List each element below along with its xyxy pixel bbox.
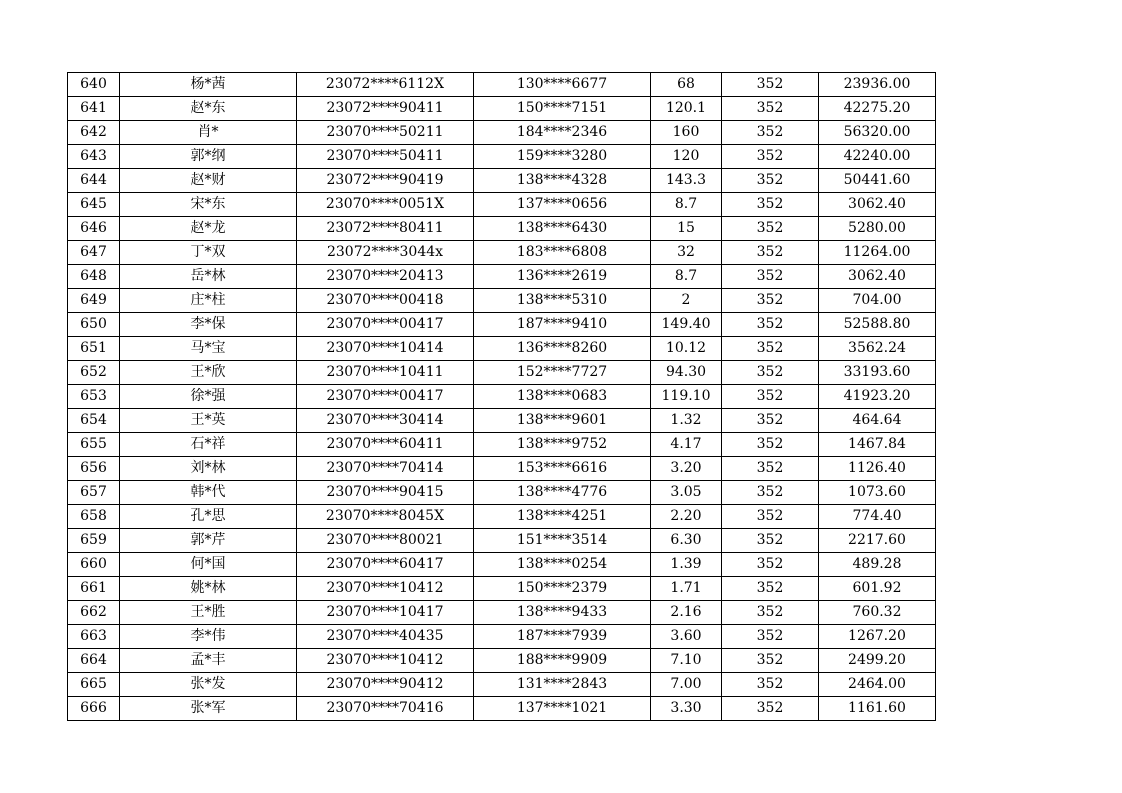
name-cell: 郭*纲 (120, 145, 297, 169)
id-number-cell: 23072****3044x (297, 241, 474, 265)
rate-cell: 352 (722, 673, 819, 697)
row-number-cell: 662 (68, 601, 120, 625)
table-row (68, 193, 936, 217)
name-cell: 刘*林 (120, 457, 297, 481)
area-cell: 160 (651, 121, 722, 145)
rate-cell: 352 (722, 73, 819, 97)
rate-cell: 352 (722, 433, 819, 457)
row-number-cell: 651 (68, 337, 120, 361)
area-cell: 120.1 (651, 97, 722, 121)
id-number-cell: 23070****00418 (297, 289, 474, 313)
name-cell: 李*伟 (120, 625, 297, 649)
area-cell: 3.05 (651, 481, 722, 505)
phone-cell: 138****4776 (474, 481, 651, 505)
name-cell: 杨*茜 (120, 73, 297, 97)
row-number-cell: 643 (68, 145, 120, 169)
name-cell: 张*发 (120, 673, 297, 697)
amount-cell: 601.92 (819, 577, 936, 601)
area-cell: 6.30 (651, 529, 722, 553)
name-cell: 赵*龙 (120, 217, 297, 241)
id-number-cell: 23072****90411 (297, 97, 474, 121)
table-row (68, 433, 936, 457)
rate-cell: 352 (722, 505, 819, 529)
amount-cell: 3562.24 (819, 337, 936, 361)
area-cell: 3.30 (651, 697, 722, 721)
amount-cell: 1161.60 (819, 697, 936, 721)
row-number-cell: 659 (68, 529, 120, 553)
phone-cell: 138****4251 (474, 505, 651, 529)
table-row (68, 121, 936, 145)
rate-cell: 352 (722, 625, 819, 649)
amount-cell: 42240.00 (819, 145, 936, 169)
rate-cell: 352 (722, 697, 819, 721)
name-cell: 王*英 (120, 409, 297, 433)
amount-cell: 3062.40 (819, 193, 936, 217)
row-number-cell: 656 (68, 457, 120, 481)
rate-cell: 352 (722, 553, 819, 577)
table-body (68, 73, 936, 721)
area-cell: 2.16 (651, 601, 722, 625)
name-cell: 岳*林 (120, 265, 297, 289)
phone-cell: 153****6616 (474, 457, 651, 481)
phone-cell: 152****7727 (474, 361, 651, 385)
amount-cell: 3062.40 (819, 265, 936, 289)
phone-cell: 130****6677 (474, 73, 651, 97)
table-row (68, 649, 936, 673)
rate-cell: 352 (722, 577, 819, 601)
amount-cell: 50441.60 (819, 169, 936, 193)
id-number-cell: 23070****60417 (297, 553, 474, 577)
phone-cell: 138****6430 (474, 217, 651, 241)
area-cell: 15 (651, 217, 722, 241)
table-row (68, 601, 936, 625)
row-number-cell: 660 (68, 553, 120, 577)
phone-cell: 159****3280 (474, 145, 651, 169)
id-number-cell: 23070****30414 (297, 409, 474, 433)
area-cell: 2 (651, 289, 722, 313)
id-number-cell: 23070****10412 (297, 577, 474, 601)
name-cell: 宋*东 (120, 193, 297, 217)
rate-cell: 352 (722, 217, 819, 241)
table-row (68, 73, 936, 97)
id-number-cell: 23070****90412 (297, 673, 474, 697)
row-number-cell: 654 (68, 409, 120, 433)
id-number-cell: 23070****50211 (297, 121, 474, 145)
phone-cell: 137****1021 (474, 697, 651, 721)
name-cell: 孟*丰 (120, 649, 297, 673)
name-cell: 丁*双 (120, 241, 297, 265)
id-number-cell: 23070****70416 (297, 697, 474, 721)
area-cell: 1.39 (651, 553, 722, 577)
rate-cell: 352 (722, 529, 819, 553)
row-number-cell: 657 (68, 481, 120, 505)
name-cell: 王*胜 (120, 601, 297, 625)
name-cell: 姚*林 (120, 577, 297, 601)
amount-cell: 2217.60 (819, 529, 936, 553)
name-cell: 肖* (120, 121, 297, 145)
id-number-cell: 23072****80411 (297, 217, 474, 241)
amount-cell: 56320.00 (819, 121, 936, 145)
table-row (68, 385, 936, 409)
rate-cell: 352 (722, 241, 819, 265)
table-row (68, 409, 936, 433)
name-cell: 王*欣 (120, 361, 297, 385)
table-row (68, 97, 936, 121)
id-number-cell: 23070****20413 (297, 265, 474, 289)
rate-cell: 352 (722, 121, 819, 145)
area-cell: 4.17 (651, 433, 722, 457)
name-cell: 何*国 (120, 553, 297, 577)
amount-cell: 1267.20 (819, 625, 936, 649)
area-cell: 3.20 (651, 457, 722, 481)
amount-cell: 489.28 (819, 553, 936, 577)
rate-cell: 352 (722, 265, 819, 289)
id-number-cell: 23070****10414 (297, 337, 474, 361)
row-number-cell: 661 (68, 577, 120, 601)
table-row (68, 313, 936, 337)
amount-cell: 33193.60 (819, 361, 936, 385)
amount-cell: 41923.20 (819, 385, 936, 409)
row-number-cell: 652 (68, 361, 120, 385)
id-number-cell: 23072****6112X (297, 73, 474, 97)
table-row (68, 673, 936, 697)
amount-cell: 774.40 (819, 505, 936, 529)
rate-cell: 352 (722, 289, 819, 313)
name-cell: 韩*代 (120, 481, 297, 505)
area-cell: 10.12 (651, 337, 722, 361)
phone-cell: 187****7939 (474, 625, 651, 649)
name-cell: 张*军 (120, 697, 297, 721)
rate-cell: 352 (722, 145, 819, 169)
id-number-cell: 23070****50411 (297, 145, 474, 169)
table-row (68, 337, 936, 361)
amount-cell: 23936.00 (819, 73, 936, 97)
area-cell: 119.10 (651, 385, 722, 409)
id-number-cell: 23070****70414 (297, 457, 474, 481)
rate-cell: 352 (722, 481, 819, 505)
amount-cell: 2464.00 (819, 673, 936, 697)
amount-cell: 5280.00 (819, 217, 936, 241)
id-number-cell: 23070****10417 (297, 601, 474, 625)
id-number-cell: 23070****0051X (297, 193, 474, 217)
name-cell: 石*祥 (120, 433, 297, 457)
table-row (68, 625, 936, 649)
area-cell: 143.3 (651, 169, 722, 193)
id-number-cell: 23072****90419 (297, 169, 474, 193)
table-row (68, 265, 936, 289)
area-cell: 7.00 (651, 673, 722, 697)
name-cell: 李*保 (120, 313, 297, 337)
rate-cell: 352 (722, 337, 819, 361)
id-number-cell: 23070****00417 (297, 385, 474, 409)
rate-cell: 352 (722, 409, 819, 433)
amount-cell: 1467.84 (819, 433, 936, 457)
phone-cell: 187****9410 (474, 313, 651, 337)
table-row (68, 457, 936, 481)
data-table (67, 72, 936, 721)
amount-cell: 1126.40 (819, 457, 936, 481)
area-cell: 68 (651, 73, 722, 97)
row-number-cell: 650 (68, 313, 120, 337)
row-number-cell: 645 (68, 193, 120, 217)
phone-cell: 136****2619 (474, 265, 651, 289)
phone-cell: 138****5310 (474, 289, 651, 313)
rate-cell: 352 (722, 361, 819, 385)
name-cell: 赵*东 (120, 97, 297, 121)
rate-cell: 352 (722, 313, 819, 337)
rate-cell: 352 (722, 457, 819, 481)
row-number-cell: 644 (68, 169, 120, 193)
phone-cell: 150****7151 (474, 97, 651, 121)
amount-cell: 464.64 (819, 409, 936, 433)
phone-cell: 150****2379 (474, 577, 651, 601)
rate-cell: 352 (722, 601, 819, 625)
phone-cell: 138****4328 (474, 169, 651, 193)
row-number-cell: 647 (68, 241, 120, 265)
rate-cell: 352 (722, 385, 819, 409)
amount-cell: 52588.80 (819, 313, 936, 337)
table-row (68, 361, 936, 385)
phone-cell: 138****9752 (474, 433, 651, 457)
phone-cell: 131****2843 (474, 673, 651, 697)
area-cell: 32 (651, 241, 722, 265)
area-cell: 2.20 (651, 505, 722, 529)
table-row (68, 169, 936, 193)
name-cell: 徐*强 (120, 385, 297, 409)
area-cell: 3.60 (651, 625, 722, 649)
table-row (68, 529, 936, 553)
row-number-cell: 648 (68, 265, 120, 289)
area-cell: 120 (651, 145, 722, 169)
table-row (68, 217, 936, 241)
phone-cell: 136****8260 (474, 337, 651, 361)
area-cell: 8.7 (651, 265, 722, 289)
amount-cell: 2499.20 (819, 649, 936, 673)
rate-cell: 352 (722, 649, 819, 673)
id-number-cell: 23070****60411 (297, 433, 474, 457)
rate-cell: 352 (722, 97, 819, 121)
phone-cell: 137****0656 (474, 193, 651, 217)
row-number-cell: 653 (68, 385, 120, 409)
row-number-cell: 646 (68, 217, 120, 241)
id-number-cell: 23070****80021 (297, 529, 474, 553)
area-cell: 8.7 (651, 193, 722, 217)
amount-cell: 760.32 (819, 601, 936, 625)
table-row (68, 697, 936, 721)
rate-cell: 352 (722, 169, 819, 193)
amount-cell: 11264.00 (819, 241, 936, 265)
phone-cell: 138****0683 (474, 385, 651, 409)
row-number-cell: 649 (68, 289, 120, 313)
phone-cell: 183****6808 (474, 241, 651, 265)
table-row (68, 505, 936, 529)
area-cell: 149.40 (651, 313, 722, 337)
table-row (68, 289, 936, 313)
table-row (68, 145, 936, 169)
name-cell: 郭*芹 (120, 529, 297, 553)
id-number-cell: 23070****10411 (297, 361, 474, 385)
id-number-cell: 23070****90415 (297, 481, 474, 505)
name-cell: 赵*财 (120, 169, 297, 193)
amount-cell: 42275.20 (819, 97, 936, 121)
row-number-cell: 658 (68, 505, 120, 529)
row-number-cell: 642 (68, 121, 120, 145)
amount-cell: 1073.60 (819, 481, 936, 505)
name-cell: 孔*思 (120, 505, 297, 529)
id-number-cell: 23070****40435 (297, 625, 474, 649)
phone-cell: 188****9909 (474, 649, 651, 673)
row-number-cell: 664 (68, 649, 120, 673)
area-cell: 1.71 (651, 577, 722, 601)
area-cell: 1.32 (651, 409, 722, 433)
row-number-cell: 665 (68, 673, 120, 697)
id-number-cell: 23070****10412 (297, 649, 474, 673)
table-row (68, 577, 936, 601)
phone-cell: 184****2346 (474, 121, 651, 145)
id-number-cell: 23070****00417 (297, 313, 474, 337)
phone-cell: 138****0254 (474, 553, 651, 577)
rate-cell: 352 (722, 193, 819, 217)
row-number-cell: 663 (68, 625, 120, 649)
phone-cell: 151****3514 (474, 529, 651, 553)
table-row (68, 553, 936, 577)
area-cell: 94.30 (651, 361, 722, 385)
table-row (68, 241, 936, 265)
row-number-cell: 641 (68, 97, 120, 121)
name-cell: 庄*柱 (120, 289, 297, 313)
id-number-cell: 23070****8045X (297, 505, 474, 529)
amount-cell: 704.00 (819, 289, 936, 313)
area-cell: 7.10 (651, 649, 722, 673)
row-number-cell: 666 (68, 697, 120, 721)
name-cell: 马*宝 (120, 337, 297, 361)
table-row (68, 481, 936, 505)
phone-cell: 138****9601 (474, 409, 651, 433)
phone-cell: 138****9433 (474, 601, 651, 625)
row-number-cell: 640 (68, 73, 120, 97)
row-number-cell: 655 (68, 433, 120, 457)
